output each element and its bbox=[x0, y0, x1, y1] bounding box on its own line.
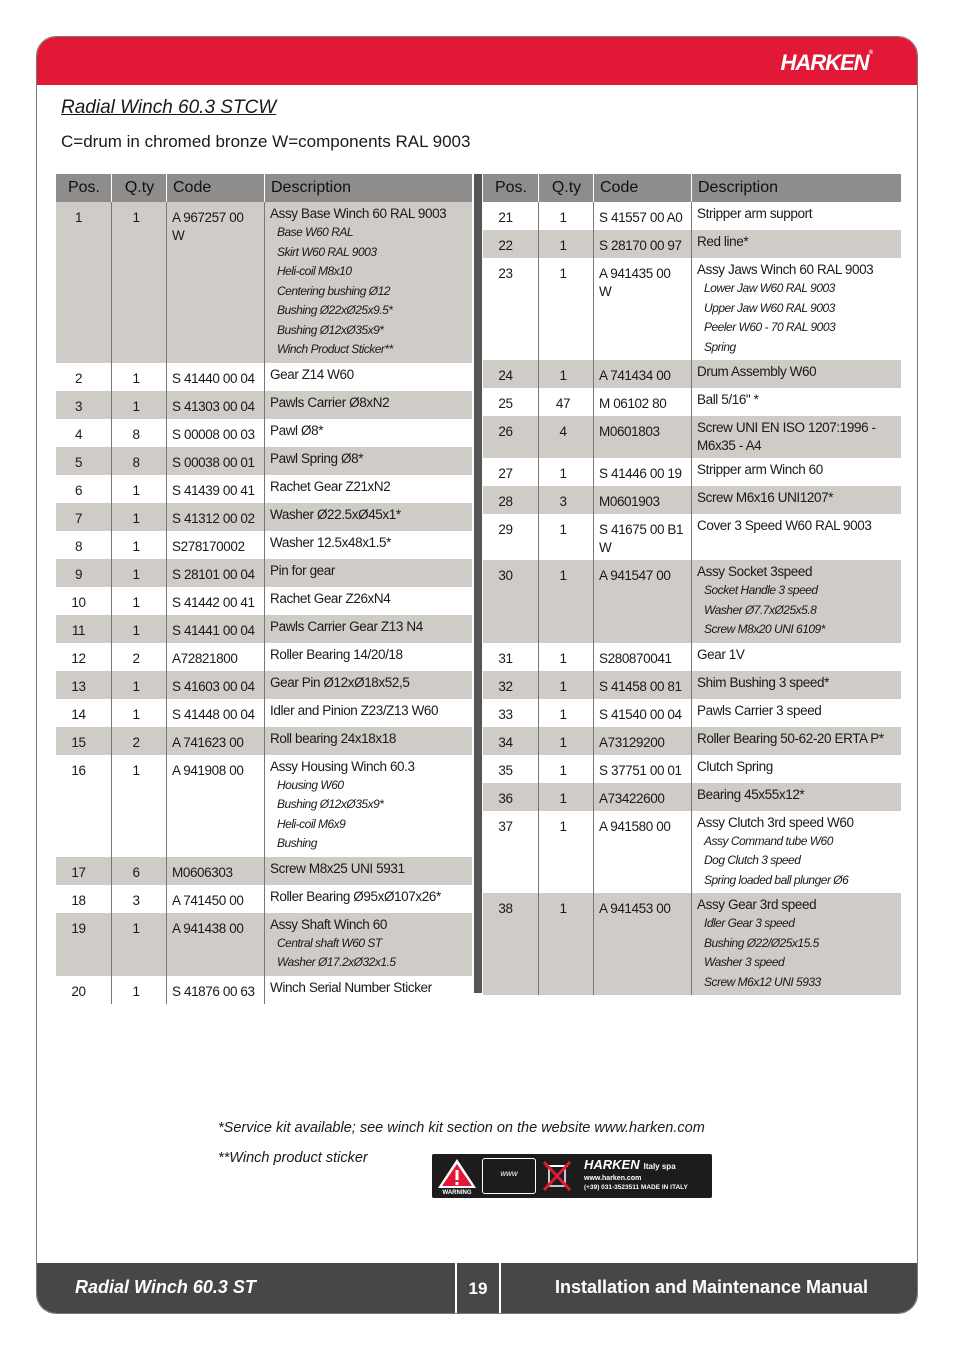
table-row bbox=[56, 447, 472, 475]
pos-cell: 21 bbox=[483, 202, 539, 230]
code-cell: A 741623 00 bbox=[167, 727, 265, 755]
pos-cell: 23 bbox=[483, 258, 539, 360]
qty-cell: 1 bbox=[539, 643, 594, 671]
sticker-brand: HARKEN Italy spa bbox=[584, 1157, 676, 1172]
header-description: Description bbox=[698, 179, 779, 196]
table-row bbox=[483, 416, 901, 458]
description-cell bbox=[692, 388, 901, 416]
footer-title: Radial Winch 60.3 ST bbox=[75, 1277, 256, 1297]
qty-cell: 1 bbox=[112, 671, 167, 699]
description-cell bbox=[265, 363, 472, 391]
qty-cell: 1 bbox=[539, 360, 594, 388]
code-cell: A 941453 00 bbox=[594, 893, 692, 995]
code-cell: A 741450 00 bbox=[167, 885, 265, 913]
pos-cell: 35 bbox=[483, 755, 539, 783]
code-cell: M0606303 bbox=[167, 857, 265, 885]
pos-cell: 7 bbox=[56, 503, 112, 531]
sub-component: Centering bushing Ø12 bbox=[277, 283, 390, 298]
sub-component: Heli-coil M6x9 bbox=[277, 816, 346, 831]
table-row bbox=[483, 699, 901, 727]
pos-cell: 24 bbox=[483, 360, 539, 388]
qty-cell: 1 bbox=[112, 531, 167, 559]
pos-cell: 1 bbox=[56, 202, 112, 363]
table-row bbox=[56, 699, 472, 727]
qty-cell: 1 bbox=[539, 755, 594, 783]
description-cell bbox=[692, 258, 901, 360]
code-cell: A 967257 00 W bbox=[167, 202, 265, 363]
qty-cell: 1 bbox=[539, 811, 594, 894]
header-qty: Q.ty bbox=[112, 174, 167, 202]
sub-component: Screw M8x20 UNI 6109* bbox=[704, 622, 825, 636]
table-row bbox=[483, 893, 901, 995]
code-cell: A 941435 00 W bbox=[594, 258, 692, 360]
pos-cell: 9 bbox=[56, 559, 112, 587]
description-text: Roll bearing 24x18x18 bbox=[270, 730, 396, 746]
header-qty: Q.ty bbox=[539, 174, 594, 202]
qty-cell: 47 bbox=[539, 388, 594, 416]
qty-cell: 2 bbox=[112, 727, 167, 755]
description-cell bbox=[265, 727, 472, 755]
sub-component: Idler Gear 3 speed bbox=[704, 916, 795, 930]
table-row bbox=[483, 388, 901, 416]
description-text: Roller Bearing 14/20/18 bbox=[270, 646, 403, 662]
table-row bbox=[483, 755, 901, 783]
pos-cell: 10 bbox=[56, 587, 112, 615]
pos-cell: 22 bbox=[483, 230, 539, 258]
description-cell bbox=[692, 699, 901, 727]
description-cell bbox=[265, 885, 472, 913]
pos-cell: 25 bbox=[483, 388, 539, 416]
pos-cell: 27 bbox=[483, 458, 539, 486]
table-row bbox=[56, 419, 472, 447]
sub-component: Base W60 RAL bbox=[277, 225, 354, 239]
table-row bbox=[483, 360, 901, 388]
qty-cell: 1 bbox=[112, 475, 167, 503]
manual-title: Installation and Maintenance Manual bbox=[555, 1277, 869, 1297]
table-row bbox=[56, 727, 472, 755]
description-text: Ball 5/16" * bbox=[697, 392, 759, 407]
description-text: Assy Gear 3rd speed bbox=[697, 897, 817, 912]
pos-cell: 16 bbox=[56, 755, 112, 857]
description-cell bbox=[265, 391, 472, 419]
qty-cell: 1 bbox=[112, 699, 167, 727]
sub-component: Winch Product Sticker** bbox=[277, 342, 393, 356]
sub-component: Spring loaded ball plunger Ø6 bbox=[704, 872, 849, 887]
pos-cell: 36 bbox=[483, 783, 539, 811]
description-text: Assy Base Winch 60 RAL 9003 bbox=[270, 206, 447, 221]
description-cell bbox=[265, 643, 472, 671]
description-cell bbox=[692, 458, 901, 486]
table-body bbox=[56, 202, 472, 1004]
qty-cell: 8 bbox=[112, 419, 167, 447]
sub-component: Upper Jaw W60 RAL 9003 bbox=[704, 300, 835, 315]
footer-bar bbox=[37, 1263, 917, 1313]
description-text: Idler and Pinion Z23/Z13 W60 bbox=[270, 702, 439, 718]
sub-component: Spring bbox=[704, 339, 736, 354]
description-text: Pawl Spring Ø8* bbox=[270, 450, 364, 466]
table-row bbox=[56, 559, 472, 587]
description-text: Roller Bearing 50-62-20 ERTA P* bbox=[697, 730, 884, 746]
qty-cell: 8 bbox=[112, 447, 167, 475]
sub-component: Screw M6x12 UNI 5933 bbox=[704, 974, 821, 989]
code-cell: S 41442 00 41 bbox=[167, 587, 265, 615]
table-row bbox=[483, 202, 901, 230]
qty-cell: 2 bbox=[112, 643, 167, 671]
description-text: Screw UNI EN ISO 1207:1996 - M6x35 - A4 bbox=[697, 420, 876, 453]
pos-cell: 20 bbox=[56, 976, 112, 1004]
description-text: Red line* bbox=[697, 234, 749, 249]
code-cell: S 41441 00 04 bbox=[167, 615, 265, 643]
code-cell: S 37751 00 01 bbox=[594, 755, 692, 783]
table-row bbox=[56, 857, 472, 885]
pos-cell: 6 bbox=[56, 475, 112, 503]
pos-cell: 18 bbox=[56, 885, 112, 913]
description-cell bbox=[265, 699, 472, 727]
table-separator bbox=[474, 174, 482, 993]
sub-component: Washer Ø17.2xØ32x1.5 bbox=[277, 955, 396, 969]
qty-cell: 1 bbox=[112, 615, 167, 643]
code-cell: S 41440 00 04 bbox=[167, 363, 265, 391]
code-cell: A 941580 00 bbox=[594, 811, 692, 894]
description-cell bbox=[265, 531, 472, 559]
description-text: Washer Ø22.5xØ45x1* bbox=[270, 506, 401, 522]
table-row bbox=[56, 885, 472, 913]
description-text: Gear Z14 W60 bbox=[270, 366, 354, 382]
code-cell: A73422600 bbox=[594, 783, 692, 811]
pos-cell: 37 bbox=[483, 811, 539, 894]
description-cell bbox=[692, 560, 901, 643]
table-row bbox=[56, 503, 472, 531]
description-text: Screw M8x25 UNI 5931 bbox=[270, 860, 405, 876]
qty-cell: 6 bbox=[112, 857, 167, 885]
pos-cell: 30 bbox=[483, 560, 539, 643]
code-cell: S 41603 00 04 bbox=[167, 671, 265, 699]
description-cell bbox=[265, 913, 472, 976]
qty-cell: 1 bbox=[112, 363, 167, 391]
sub-component: Bushing bbox=[277, 836, 317, 850]
qty-cell: 1 bbox=[112, 503, 167, 531]
header-description: Description bbox=[271, 179, 352, 196]
description-text: Shim Bushing 3 speed* bbox=[697, 674, 829, 690]
winch-product-sticker bbox=[432, 1154, 712, 1198]
parts-table-right bbox=[483, 174, 901, 995]
code-cell: S 00008 00 03 bbox=[167, 419, 265, 447]
description-text: Pawls Carrier Ø8xN2 bbox=[270, 394, 390, 410]
parts-table-left bbox=[56, 174, 472, 1004]
table-row bbox=[483, 643, 901, 671]
sub-component: Skirt W60 RAL 9003 bbox=[277, 244, 377, 259]
pos-cell: 32 bbox=[483, 671, 539, 699]
table-row bbox=[56, 531, 472, 559]
description-text: Cover 3 Speed W60 RAL 9003 bbox=[697, 518, 872, 533]
description-text: Assy Shaft Winch 60 bbox=[270, 916, 387, 932]
sticker-phone: (+39) 031-3523511 MADE IN ITALY bbox=[584, 1184, 688, 1191]
header-bar bbox=[37, 37, 917, 85]
pos-cell: 4 bbox=[56, 419, 112, 447]
code-cell: A72821800 bbox=[167, 643, 265, 671]
description-cell bbox=[692, 486, 901, 514]
table-row bbox=[56, 475, 472, 503]
table-header bbox=[483, 174, 901, 202]
manual-book-icon: www bbox=[482, 1158, 536, 1194]
sub-component: Central shaft W60 ST bbox=[277, 935, 382, 950]
sub-component: Housing W60 bbox=[277, 777, 344, 792]
table-body bbox=[483, 202, 901, 995]
pos-cell: 29 bbox=[483, 514, 539, 560]
qty-cell: 1 bbox=[539, 458, 594, 486]
code-cell: M 06102 80 bbox=[594, 388, 692, 416]
table-header bbox=[56, 174, 472, 202]
qty-cell: 1 bbox=[539, 671, 594, 699]
code-cell: S 41876 00 63 bbox=[167, 976, 265, 1004]
description-text: Gear Pin Ø12xØ18x52,5 bbox=[270, 674, 410, 690]
table-row bbox=[56, 391, 472, 419]
qty-cell: 3 bbox=[539, 486, 594, 514]
description-text: Washer 12.5x48x1.5* bbox=[270, 534, 391, 550]
description-text: Pawl Ø8* bbox=[270, 422, 324, 438]
code-cell: S 41557 00 A0 bbox=[594, 202, 692, 230]
description-text: Drum Assembly W60 bbox=[697, 364, 817, 379]
description-text: Rachet Gear Z26xN4 bbox=[270, 590, 391, 606]
pos-cell: 17 bbox=[56, 857, 112, 885]
table-row bbox=[56, 671, 472, 699]
table-row bbox=[483, 486, 901, 514]
sub-component: Heli-coil M8x10 bbox=[277, 264, 352, 278]
description-cell bbox=[692, 727, 901, 755]
pos-cell: 3 bbox=[56, 391, 112, 419]
qty-cell: 1 bbox=[539, 258, 594, 360]
qty-cell: 1 bbox=[539, 893, 594, 995]
table-row bbox=[56, 615, 472, 643]
sticker-note: **Winch product sticker bbox=[218, 1150, 368, 1166]
code-cell: M0601903 bbox=[594, 486, 692, 514]
qty-cell: 1 bbox=[112, 587, 167, 615]
pos-cell: 8 bbox=[56, 531, 112, 559]
description-text: Assy Housing Winch 60.3 bbox=[270, 758, 415, 774]
sub-component: Peeler W60 - 70 RAL 9003 bbox=[704, 320, 836, 334]
pos-cell: 38 bbox=[483, 893, 539, 995]
description-cell bbox=[265, 475, 472, 503]
description-text: Roller Bearing Ø95xØ107x26* bbox=[270, 888, 441, 904]
header-code: Code bbox=[594, 174, 692, 202]
pos-cell: 5 bbox=[56, 447, 112, 475]
qty-cell: 1 bbox=[112, 913, 167, 976]
description-cell bbox=[692, 893, 901, 995]
page-subtitle: C=drum in chromed bronze W=components RAL 9003 bbox=[61, 132, 471, 151]
qty-cell: 1 bbox=[539, 560, 594, 643]
harken-logo: HARKEN® bbox=[780, 50, 873, 75]
description-cell bbox=[265, 587, 472, 615]
description-text: Pin for gear bbox=[270, 562, 335, 578]
description-cell bbox=[265, 202, 472, 363]
table-row bbox=[483, 560, 901, 643]
table-row bbox=[56, 363, 472, 391]
table-row bbox=[56, 976, 472, 1004]
description-text: Bearing 45x55x12* bbox=[697, 786, 805, 802]
table-row bbox=[483, 458, 901, 486]
description-cell bbox=[265, 976, 472, 1004]
table-row bbox=[483, 811, 901, 894]
sub-component: Bushing Ø12xØ35x9* bbox=[277, 322, 384, 337]
pos-cell: 15 bbox=[56, 727, 112, 755]
warning-label: WARNING bbox=[442, 1190, 472, 1196]
sub-component: Washer Ø7.7xØ25x5.8 bbox=[704, 602, 817, 617]
code-cell: A 941438 00 bbox=[167, 913, 265, 976]
description-cell bbox=[692, 811, 901, 894]
qty-cell: 1 bbox=[539, 202, 594, 230]
code-cell: S 41540 00 04 bbox=[594, 699, 692, 727]
qty-cell: 1 bbox=[112, 391, 167, 419]
description-cell bbox=[265, 447, 472, 475]
description-cell bbox=[692, 514, 901, 560]
code-cell: S 41446 00 19 bbox=[594, 458, 692, 486]
table-row bbox=[483, 727, 901, 755]
qty-cell: 1 bbox=[539, 727, 594, 755]
header-pos: Pos. bbox=[483, 174, 539, 202]
code-cell: S 41675 00 B1 W bbox=[594, 514, 692, 560]
description-cell bbox=[692, 202, 901, 230]
sub-component: Dog Clutch 3 speed bbox=[704, 853, 801, 867]
sub-component: Socket Handle 3 speed bbox=[704, 583, 818, 597]
code-cell: S 28170 00 97 bbox=[594, 230, 692, 258]
pos-cell: 26 bbox=[483, 416, 539, 458]
description-text: Clutch Spring bbox=[697, 758, 773, 774]
description-text: Assy Jaws Winch 60 RAL 9003 bbox=[697, 262, 874, 277]
qty-cell: 1 bbox=[539, 783, 594, 811]
header-code: Code bbox=[167, 174, 265, 202]
table-row bbox=[56, 755, 472, 857]
table-row bbox=[56, 202, 472, 363]
pos-cell: 34 bbox=[483, 727, 539, 755]
sub-component: Assy Command tube W60 bbox=[704, 833, 833, 848]
table-row bbox=[483, 258, 901, 360]
sub-component: Washer 3 speed bbox=[704, 955, 785, 969]
qty-cell: 1 bbox=[112, 202, 167, 363]
description-cell bbox=[265, 419, 472, 447]
description-text: Rachet Gear Z21xN2 bbox=[270, 478, 391, 494]
qty-cell: 1 bbox=[112, 559, 167, 587]
pos-cell: 31 bbox=[483, 643, 539, 671]
qty-cell: 4 bbox=[539, 416, 594, 458]
code-cell: S 41439 00 41 bbox=[167, 475, 265, 503]
code-cell: S 41303 00 04 bbox=[167, 391, 265, 419]
description-text: Screw M6x16 UNI1207* bbox=[697, 490, 834, 505]
description-cell bbox=[692, 755, 901, 783]
pos-cell: 11 bbox=[56, 615, 112, 643]
service-kit-note: *Service kit available; see winch kit section on the website www.harken.com bbox=[218, 1120, 705, 1136]
code-cell: S278170002 bbox=[167, 531, 265, 559]
code-cell: S 41312 00 02 bbox=[167, 503, 265, 531]
qty-cell: 1 bbox=[112, 976, 167, 1004]
pos-cell: 12 bbox=[56, 643, 112, 671]
description-text: Pawls Carrier 3 speed bbox=[697, 702, 822, 718]
pos-cell: 19 bbox=[56, 913, 112, 976]
table-row bbox=[56, 913, 472, 976]
description-text: Pawls Carrier Gear Z13 N4 bbox=[270, 618, 423, 634]
description-text: Stripper arm support bbox=[697, 206, 813, 221]
description-cell bbox=[692, 643, 901, 671]
table-row bbox=[56, 587, 472, 615]
description-text: Winch Serial Number Sticker bbox=[270, 979, 432, 995]
code-cell: A 941547 00 bbox=[594, 560, 692, 643]
description-cell bbox=[692, 416, 901, 458]
code-cell: S 41448 00 04 bbox=[167, 699, 265, 727]
table-row bbox=[483, 230, 901, 258]
code-cell: A 941908 00 bbox=[167, 755, 265, 857]
code-cell: S280870041 bbox=[594, 643, 692, 671]
qty-cell: 1 bbox=[112, 755, 167, 857]
code-cell: A 741434 00 bbox=[594, 360, 692, 388]
header-pos: Pos. bbox=[56, 174, 112, 202]
sub-component: Bushing Ø12xØ35x9* bbox=[277, 797, 384, 811]
description-text: Gear 1V bbox=[697, 646, 745, 662]
description-cell bbox=[692, 230, 901, 258]
sub-component: Lower Jaw W60 RAL 9003 bbox=[704, 281, 835, 295]
description-text: Assy Clutch 3rd speed W60 bbox=[697, 814, 854, 830]
code-cell: S 00038 00 01 bbox=[167, 447, 265, 475]
qty-cell: 3 bbox=[112, 885, 167, 913]
code-cell: S 28101 00 04 bbox=[167, 559, 265, 587]
description-cell bbox=[265, 857, 472, 885]
table-row bbox=[483, 514, 901, 560]
page-frame bbox=[36, 36, 918, 1314]
pos-cell: 28 bbox=[483, 486, 539, 514]
description-cell bbox=[692, 360, 901, 388]
description-cell bbox=[265, 755, 472, 857]
pos-cell: 14 bbox=[56, 699, 112, 727]
description-cell bbox=[692, 671, 901, 699]
description-cell bbox=[265, 671, 472, 699]
code-cell: S 41458 00 81 bbox=[594, 671, 692, 699]
sub-component: Bushing Ø22xØ25x9.5* bbox=[277, 303, 393, 317]
code-cell: A73129200 bbox=[594, 727, 692, 755]
table-row bbox=[483, 671, 901, 699]
qty-cell: 1 bbox=[539, 230, 594, 258]
description-text: Assy Socket 3speed bbox=[697, 564, 813, 579]
description-cell bbox=[265, 559, 472, 587]
pos-cell: 33 bbox=[483, 699, 539, 727]
pos-cell: 13 bbox=[56, 671, 112, 699]
page-title: Radial Winch 60.3 STCW bbox=[61, 97, 277, 118]
qty-cell: 1 bbox=[539, 699, 594, 727]
table-row bbox=[483, 783, 901, 811]
description-cell bbox=[692, 783, 901, 811]
page-number: 19 bbox=[455, 1263, 501, 1313]
pos-cell: 2 bbox=[56, 363, 112, 391]
description-text: Stripper arm Winch 60 bbox=[697, 462, 823, 477]
code-cell: M0601803 bbox=[594, 416, 692, 458]
no-disposal-icon bbox=[540, 1158, 574, 1194]
description-cell bbox=[265, 615, 472, 643]
table-row bbox=[56, 643, 472, 671]
sticker-website: www.harken.com bbox=[584, 1175, 642, 1182]
qty-cell: 1 bbox=[539, 514, 594, 560]
sub-component: Bushing Ø22/Ø25x15.5 bbox=[704, 935, 819, 950]
description-cell bbox=[265, 503, 472, 531]
